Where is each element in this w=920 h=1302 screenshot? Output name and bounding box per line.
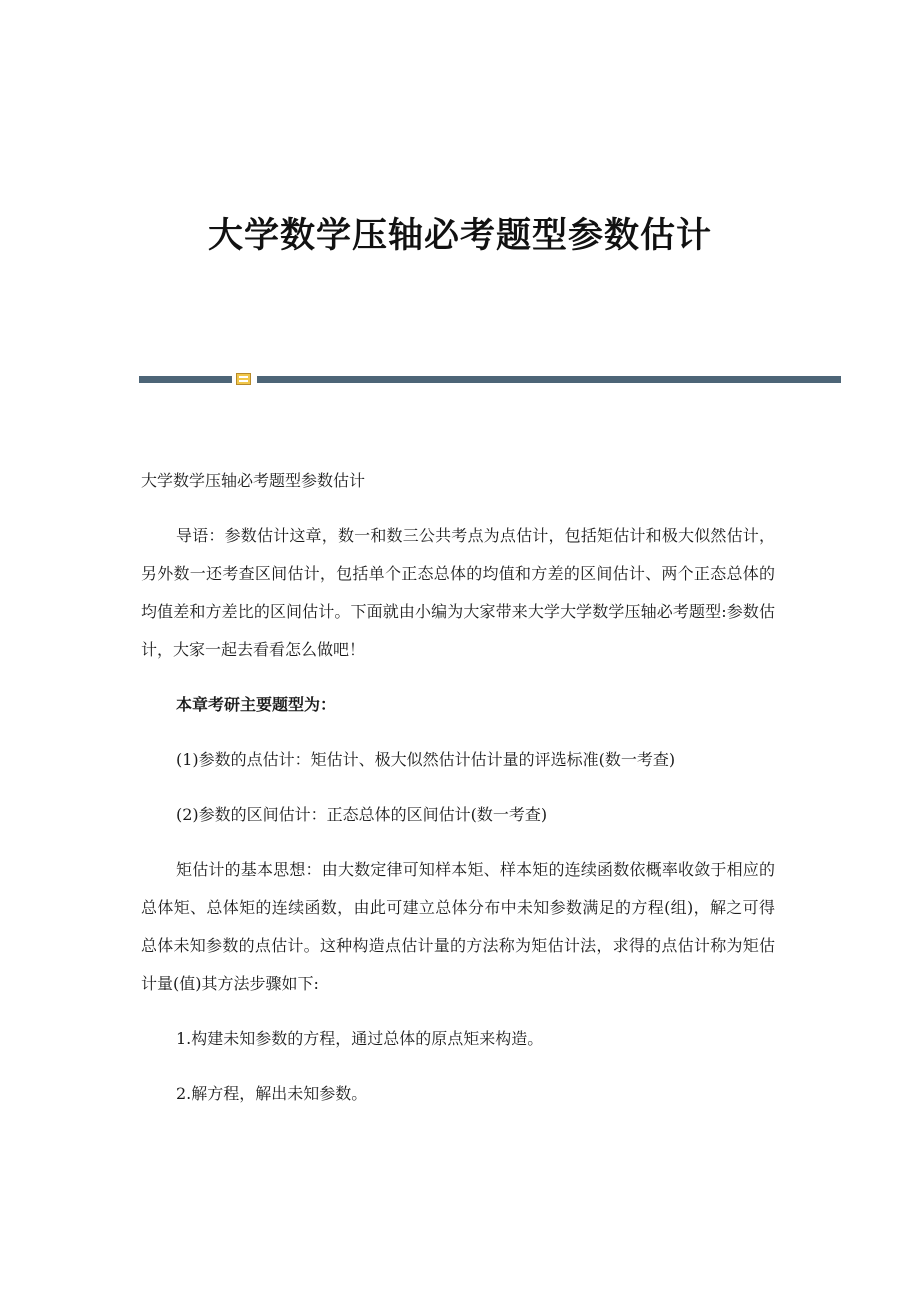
paragraph-heading: 大学数学压轴必考题型参数估计	[141, 471, 366, 490]
title-divider	[139, 373, 841, 385]
paragraph-step-1: 1.构建未知参数的方程，通过总体的原点矩来构造。	[176, 1029, 544, 1048]
paragraph-section-heading: 本章考研主要题型为：	[176, 695, 337, 714]
paragraph-moment-estimation: 矩估计的基本思想：由大数定律可知样本矩、样本矩的连续函数依概率收敛于相应的总体矩、总体矩的连续函数，由此可建立总体分布中未知参数满足的方程(组)，解之可得总体未知参数的点估计。这种构造点估计量的方法称为矩估计法，求得的点估计称为矩估计量(值)其方法步骤如下:	[141, 860, 775, 993]
paragraph-intro: 导语：参数估计这章，数一和数三公共考点为点估计，包括矩估计和极大似然估计，另外数一还考查区间估计，包括单个正态总体的均值和方差的区间估计、两个正态总体的均值差和方差比的区间估计。下面就由小编为大家带来大学大学数学压轴必考题型:参数估计，大家一起去看看怎么做吧！	[141, 526, 775, 659]
paragraph-item-2: (2)参数的区间估计：正态总体的区间估计(数一考查)	[176, 805, 548, 824]
divider-emblem-icon	[236, 373, 251, 385]
page-title: 大学数学压轴必考题型参数估计	[207, 215, 712, 256]
divider-bar-right	[257, 376, 841, 383]
divider-bar-left	[139, 376, 232, 383]
paragraph-step-2: 2.解方程，解出未知参数。	[176, 1084, 368, 1103]
paragraph-item-1: (1)参数的点估计：矩估计、极大似然估计估计量的评选标准(数一考查)	[176, 750, 676, 769]
document-body	[141, 462, 775, 1130]
